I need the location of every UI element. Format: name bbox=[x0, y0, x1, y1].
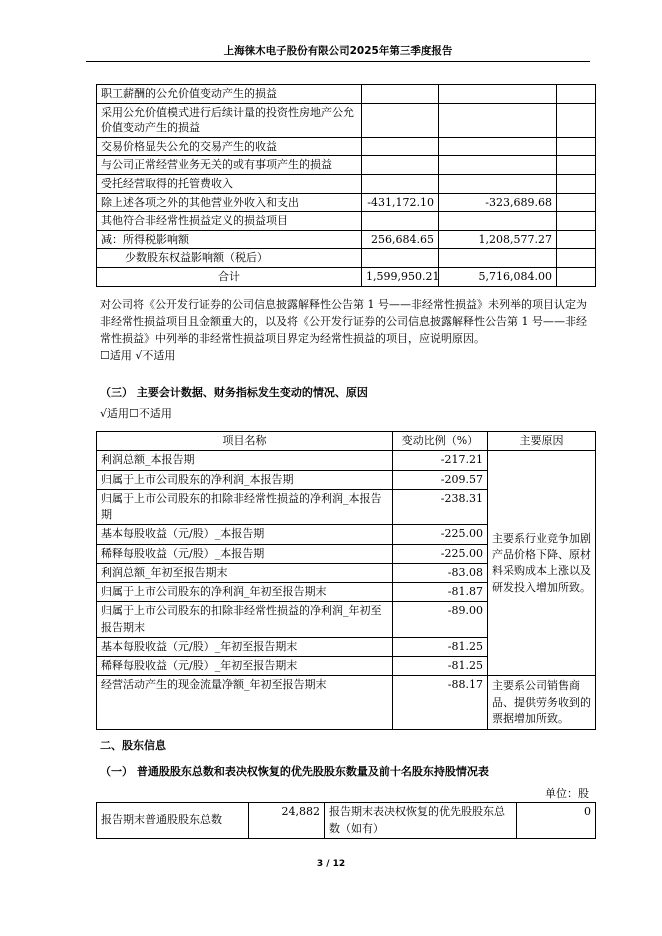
row-current bbox=[362, 137, 439, 156]
changes-table bbox=[96, 431, 596, 730]
row-ytd: 5,716,084.00 bbox=[439, 268, 557, 287]
row-ratio: -89.00 bbox=[393, 602, 488, 638]
nonrecurring-note bbox=[100, 296, 592, 364]
table-header-row bbox=[97, 432, 596, 451]
row-ytd: 1,208,577.27 bbox=[439, 230, 557, 249]
table-row bbox=[97, 230, 596, 249]
reason-cash: 主要系公司销售商品、提供劳务收到的票据增加所致。 bbox=[488, 676, 596, 730]
table-row bbox=[97, 137, 596, 156]
row-ytd bbox=[439, 103, 557, 137]
table-row bbox=[97, 451, 596, 470]
row-note bbox=[557, 85, 596, 104]
row-ratio: -81.25 bbox=[393, 657, 488, 676]
label-common-shareholders: 报告期末普通股股东总数 bbox=[97, 803, 249, 839]
table-row bbox=[97, 85, 596, 104]
section3-title: （三） 主要会计数据、财务指标发生变动的情况、原因 bbox=[100, 386, 368, 399]
row-current: 1,599,950.21 bbox=[362, 268, 439, 287]
row-ratio: -217.21 bbox=[393, 451, 488, 470]
row-note bbox=[557, 212, 596, 231]
row-ytd bbox=[439, 156, 557, 175]
row-note bbox=[557, 103, 596, 137]
header-ratio: 变动比例（%） bbox=[393, 432, 488, 451]
row-current bbox=[362, 212, 439, 231]
row-ratio: -225.00 bbox=[393, 525, 488, 544]
table-row bbox=[97, 212, 596, 231]
row-note bbox=[557, 230, 596, 249]
header-rule bbox=[86, 61, 590, 62]
reason-main: 主要系行业竞争加剧产品价格下降、原材料采购成本上涨以及研发投入增加所致。 bbox=[488, 451, 596, 676]
shareholders-title: 二、股东信息 bbox=[100, 739, 166, 752]
table-row bbox=[97, 803, 596, 839]
row-item-total: 合计 bbox=[97, 268, 362, 287]
row-item: 归属于上市公司股东的扣除非经常性损益的净利润_年初至报告期末 bbox=[97, 602, 393, 638]
row-current: 256,684.65 bbox=[362, 230, 439, 249]
row-ytd bbox=[439, 249, 557, 268]
row-note bbox=[557, 268, 596, 287]
row-item: 归属于上市公司股东的净利润_本报告期 bbox=[97, 470, 393, 489]
row-item: 少数股东权益影响额（税后） bbox=[97, 249, 362, 268]
row-item: 受托经营取得的托管费收入 bbox=[97, 175, 362, 194]
row-ytd bbox=[439, 137, 557, 156]
value-common-shareholders: 24,882 bbox=[249, 803, 325, 839]
table-row bbox=[97, 249, 596, 268]
table-row bbox=[97, 103, 596, 137]
row-current: -431,172.10 bbox=[362, 193, 439, 212]
row-note bbox=[557, 193, 596, 212]
row-item: 归属于上市公司股东的净利润_年初至报告期末 bbox=[97, 583, 393, 602]
row-note bbox=[557, 175, 596, 194]
value-preferred-shareholders: 0 bbox=[517, 803, 596, 839]
row-item: 职工薪酬的公允价值变动产生的损益 bbox=[97, 85, 362, 104]
row-item: 利润总额_年初至报告期末 bbox=[97, 563, 393, 582]
section3-applicable: √适用☐不适用 bbox=[100, 407, 172, 420]
note-applicable: ☐适用 √不适用 bbox=[100, 349, 176, 363]
row-current bbox=[362, 85, 439, 104]
row-item: 利润总额_本报告期 bbox=[97, 451, 393, 470]
shareholders-table bbox=[96, 802, 596, 839]
row-ratio: -88.17 bbox=[393, 676, 488, 730]
table-row bbox=[97, 268, 596, 287]
row-note bbox=[557, 156, 596, 175]
row-ratio: -83.08 bbox=[393, 563, 488, 582]
table-row bbox=[97, 193, 596, 212]
table-row bbox=[97, 156, 596, 175]
row-ytd bbox=[439, 175, 557, 194]
row-ratio: -81.87 bbox=[393, 583, 488, 602]
unit-label: 单位：股 bbox=[545, 787, 589, 800]
page-number: 3 / 12 bbox=[316, 859, 346, 869]
row-item: 交易价格显失公允的交易产生的收益 bbox=[97, 137, 362, 156]
row-item: 基本每股收益（元/股）_年初至报告期末 bbox=[97, 637, 393, 656]
label-preferred-shareholders: 报告期末表决权恢复的优先股股东总数（如有） bbox=[325, 803, 517, 839]
row-item: 经营活动产生的现金流量净额_年初至报告期末 bbox=[97, 676, 393, 730]
row-item: 稀释每股收益（元/股）_年初至报告期末 bbox=[97, 657, 393, 676]
row-ytd: -323,689.68 bbox=[439, 193, 557, 212]
note-paragraph: 对公司将《公开发行证券的公司信息披露解释性公告第 1 号——非经常性损益》未列举的项目认定为非经常性损益项目且金额重大的，以及将《公开发行证券的公司信息披露解释性公告第 1 号——非经常性损益》中列举的非经常性损益项目界定为经常性损益的项目，应说明原因。 bbox=[100, 298, 587, 346]
row-ratio: -81.25 bbox=[393, 637, 488, 656]
row-item: 稀释每股收益（元/股）_本报告期 bbox=[97, 544, 393, 563]
row-item: 与公司正常经营业务无关的或有事项产生的损益 bbox=[97, 156, 362, 175]
row-item: 基本每股收益（元/股）_本报告期 bbox=[97, 525, 393, 544]
row-item: 采用公允价值模式进行后续计量的投资性房地产公允价值变动产生的损益 bbox=[97, 103, 362, 137]
page-header-title: 上海徕木电子股份有限公司2025年第三季度报告 bbox=[223, 45, 453, 57]
table-row bbox=[97, 676, 596, 730]
row-note bbox=[557, 137, 596, 156]
row-item: 除上述各项之外的其他营业外收入和支出 bbox=[97, 193, 362, 212]
row-ytd bbox=[439, 85, 557, 104]
row-ytd bbox=[439, 212, 557, 231]
nonrecurring-table bbox=[96, 84, 596, 287]
row-current bbox=[362, 103, 439, 137]
row-ratio: -209.57 bbox=[393, 470, 488, 489]
row-item: 减：所得税影响额 bbox=[97, 230, 362, 249]
header-item: 项目名称 bbox=[97, 432, 393, 451]
table-row bbox=[97, 175, 596, 194]
row-current bbox=[362, 175, 439, 194]
row-current bbox=[362, 156, 439, 175]
row-note bbox=[557, 249, 596, 268]
header-reason: 主要原因 bbox=[488, 432, 596, 451]
row-ratio: -238.31 bbox=[393, 489, 488, 525]
row-current bbox=[362, 249, 439, 268]
shareholders-subtitle: （一） 普通股股东总数和表决权恢复的优先股股东数量及前十名股东持股情况表 bbox=[100, 765, 489, 778]
row-item: 归属于上市公司股东的扣除非经常性损益的净利润_本报告期 bbox=[97, 489, 393, 525]
row-ratio: -225.00 bbox=[393, 544, 488, 563]
row-item: 其他符合非经常性损益定义的损益项目 bbox=[97, 212, 362, 231]
